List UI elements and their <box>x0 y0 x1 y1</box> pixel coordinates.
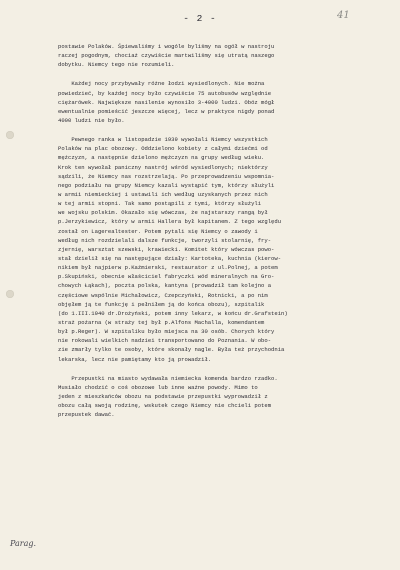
text-line: według nich rozdzielali dalsze funkcje, tworzyli stolarnię, fry- <box>58 236 272 244</box>
text-line: straż pożarna (w straży tej był p.Alfons Machalla, komendantem <box>58 318 265 326</box>
text-line: jeden z mieszkańców obozu na podstawie przepustki wyprowadził z <box>58 392 268 400</box>
text-line: był p.Reger). W szpitaliku było miejsca na 30 osób. Chorych który <box>58 328 275 336</box>
text-line: Pewnego ranka w listopadzie 1939 wywołali Niemcy wszystkich <box>58 136 268 144</box>
folio-number: 41 <box>337 10 350 21</box>
text-line: p.Jerzykiewicz, który w armii Hallera był kapitanem. Z tego względu <box>58 218 282 226</box>
text-line: postawie Polaków. Śpiewaliśmy i wogóle byliśmy na ogół w nastroju <box>58 43 275 50</box>
text-line: we wojsku polskim. Okazało się wówczas, że najstarszy rangą był <box>58 209 268 217</box>
text-line: w armii niemieckiej i ustawili ich według uzyskanych przez nich <box>58 190 268 198</box>
text-line: zjernię, warsztat szewski, krawiecki. Komitet który wówczas powo- <box>58 245 275 253</box>
text-line: dobytku. Niemcy tego nie rozumieli. <box>58 61 175 69</box>
text-line: Przepustki na miasto wydawała niemiecka komenda bardzo rzadko. <box>58 374 278 382</box>
text-line: w tej armii stopni. Tak samo postąpili z tymi, którzy służyli <box>58 200 262 208</box>
text-line: Polaków na plac obozowy. Oddzielono kobiety z całymi dziećmi od <box>58 145 268 153</box>
text-line: przepustek dawać. <box>58 411 115 419</box>
text-line: Krok ten wywołał paniczny nastrój wśród wysiedlonych; niektórzy <box>58 163 268 171</box>
text-line: częściowe wspólnie Michałowicz, Czepczyński, Rotnicki, a po nim <box>58 291 268 299</box>
text-line: p.Skupiński, obecnie właściciel fabryczki wód mineralnych na Gro- <box>58 273 275 281</box>
text-line: stał dzielił się na następujące działy: Kartoteka, kuchnia (kierow- <box>58 254 282 262</box>
paragraph <box>58 135 398 364</box>
text-line: chowych Łąkach), poczta polska, kantyna (prowadził tam kolejno a <box>58 282 272 290</box>
text-line: obozu całą swoją rodzinę, wskutek czego Niemcy nie chcieli potem <box>58 402 272 410</box>
paragraph <box>58 42 398 69</box>
text-line: Musiało chodzić o coś obozowe lub inne ważne powody. Mimo to <box>58 383 258 391</box>
text-line: ewentualnie pomieścić jeszcze więcej, lecz w praktyce nigdy ponad <box>58 107 275 115</box>
text-line: sądzili, że Niemcy nas rozstrzelają. Po przeprowadzeniu wspomnia- <box>58 172 275 180</box>
text-line: powiedzieć, by każdej nocy było czywiście 75 autobusów względnie <box>58 89 272 97</box>
text-line: nie rokowali wielkich nadziei transportowano do Poznania. W obo- <box>58 337 272 345</box>
text-line: zie zmarły tylko te osoby, które skonały nagle. Była też przychodnia <box>58 346 285 354</box>
punch-hole-bottom <box>6 290 14 298</box>
text-line: został on Lagerealtester. Potem pytali się Niemcy o zawody i <box>58 227 258 235</box>
text-line: ciężarówek. Największe nasilenie wynosiło 3-4000 ludzi. Obóz mógł <box>58 98 275 106</box>
text-line: Każdej nocy przybywały różne łodzi wysiedlonych. Nie można <box>58 80 265 88</box>
punch-hole-top <box>6 131 14 139</box>
paragraph <box>58 79 398 125</box>
text-line: mężczyzn, a następnie dzielono mężczyzn na grupy według wieku. <box>58 154 265 162</box>
handwritten-margin-note: Parag. <box>10 539 37 548</box>
text-line: nego podziału na grupy Niemcy kazali wystąpić tym, którzy służyli <box>58 181 275 189</box>
text-line: 4000 ludzi nie było. <box>58 116 125 124</box>
paragraph <box>58 374 398 420</box>
text-line: raczej pogodnym, chociaż czywiście martwiliśmy się utratą naszego <box>58 52 275 60</box>
text-line: (do 1.III.1940 dr.Drożyński, potem inny lekarz, w końcu dr.Grafstein) <box>58 309 288 317</box>
page-number: - 2 - <box>183 13 217 24</box>
typed-body-text <box>58 42 398 429</box>
text-line: lekarska, lecz nie pamiętamy kto ją prowadził. <box>58 355 212 363</box>
text-line: nikiem był najpierw p.Kaźmierski, restaurator z ul.Polnej, a potem <box>58 264 278 272</box>
text-line: objęłem ją te funkcję i pełniłem ją do końca obozu), szpitalik <box>58 300 265 308</box>
